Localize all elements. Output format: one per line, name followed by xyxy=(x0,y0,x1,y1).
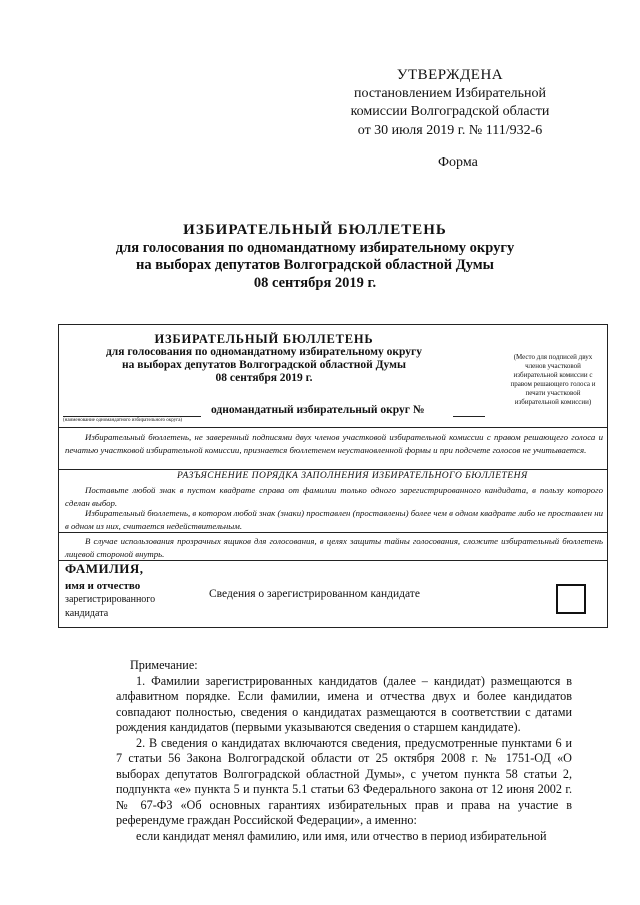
ballot-title-line: для голосования по одномандатному избирательному округу xyxy=(105,346,422,358)
ballot-date: 08 сентября 2019 г. xyxy=(215,372,313,384)
candidate-info: Сведения о зарегистрированном кандидате xyxy=(209,588,420,600)
notes-section xyxy=(116,658,572,844)
note-paragraph: 1. Фамилии зарегистрированных кандидатов (далее – кандидат) размещаются в алфавитном порядке. Если фамилии, имена и отчества двух и более кандидатов совпадают полностью, сведения о кандидатах размещаются в соответствии с датами рождения кандидатов (первыми указываются сведения о старшем кандидате). xyxy=(116,673,572,734)
candidate-word: кандидата xyxy=(65,608,109,619)
divider xyxy=(59,532,607,533)
rule-item: В случае использования прозрачных ящиков для голосования, в целях защиты тайны голосования, сложите избирательный бюллетень лицевой стороной внутрь. xyxy=(65,536,603,559)
approval-date: от 30 июля 2019 г. № 111/932-6 xyxy=(357,122,543,138)
rules-title: РАЗЪЯСНЕНИЕ ПОРЯДКА ЗАПОЛНЕНИЯ ИЗБИРАТЕЛЬНОГО БЮЛЛЕТЕНЯ xyxy=(177,471,528,481)
ballot-warning: Избирательный бюллетень, не заверенный подписями двух членов участковой избирательной комиссии с правом решающего голоса и печатью участковой избирательной комиссии, признается бюллетенем неустановленной формы и при подсчете голосов не учитывается. xyxy=(65,432,603,455)
ballot-title-line: на выборах депутатов Волгоградской областной Думы xyxy=(122,359,406,371)
title-heading: ИЗБИРАТЕЛЬНЫЙ БЮЛЛЕТЕНЬ xyxy=(183,222,447,238)
document-title xyxy=(80,222,550,292)
title-line: на выборах депутатов Волгоградской областной Думы xyxy=(135,257,494,273)
district-name-line xyxy=(63,416,201,417)
signature-stamp-note: (Место для подписей двух членов участковой избирательной комиссии с правом решающего голоса и печати участковой избирательной комиссии) xyxy=(510,353,596,406)
approval-line: постановлением Избирательной xyxy=(353,85,547,101)
ballot-title xyxy=(59,333,469,385)
title-date: 08 сентября 2019 г. xyxy=(253,274,377,291)
note-paragraph: если кандидат менял фамилию, или имя, или отчество в период избирательной xyxy=(136,828,547,843)
form-label: Форма xyxy=(438,155,478,170)
ballot-form xyxy=(58,324,608,628)
name-patronymic-label: имя и отчество xyxy=(65,580,141,592)
district-number-line xyxy=(453,416,485,417)
approval-block xyxy=(330,66,570,140)
rule-item: Поставьте любой знак в пустом квадрате справа от фамилии только одного зарегистрированного кандидата, в пользу которого сделан выбор. xyxy=(65,485,603,508)
rule-item: Избирательный бюллетень, в котором любой знак (знаки) проставлен (проставлены) более чем в одном квадрате либо не проставлен ни в одном из них, считается недействительным. xyxy=(65,508,603,531)
district-label: одномандатный избирательный округ № xyxy=(211,404,425,416)
candidate-surname-label: ФАМИЛИЯ, xyxy=(65,561,144,576)
divider xyxy=(59,427,607,428)
candidate-name-label xyxy=(65,579,195,621)
approval-line: комиссии Волгоградской области xyxy=(350,104,550,119)
ballot-heading: ИЗБИРАТЕЛЬНЫЙ БЮЛЛЕТЕНЬ xyxy=(154,332,374,346)
title-line: для голосования по одномандатному избирательному округу xyxy=(115,239,515,256)
vote-checkbox[interactable] xyxy=(556,584,586,614)
approval-heading: УТВЕРЖДЕНА xyxy=(396,67,504,83)
note-paragraph: 2. В сведения о кандидатах включаются сведения, предусмотренные пунктами 6 и 7 статьи 56 Закона Волгоградской области от 25 октября 2008 г. № 1751-ОД «О выборах депутатов Волгоградской областной Думы», с учетом пункта 58 статьи 2, подпункта «е» пункта 5 и пункта 5.1 статьи 63 Федерального закона от 12 июня 2002 г. № 67-ФЗ «Об основных гарантиях избирательных прав и права на участие в референдуме граждан Российской Федерации», а именно: xyxy=(116,735,572,827)
divider xyxy=(59,469,607,470)
registered-label: зарегистрированного xyxy=(65,594,156,605)
notes-heading: Примечание: xyxy=(130,658,198,672)
district-caption: (наименование одномандатного избирательного округа) xyxy=(63,418,183,423)
